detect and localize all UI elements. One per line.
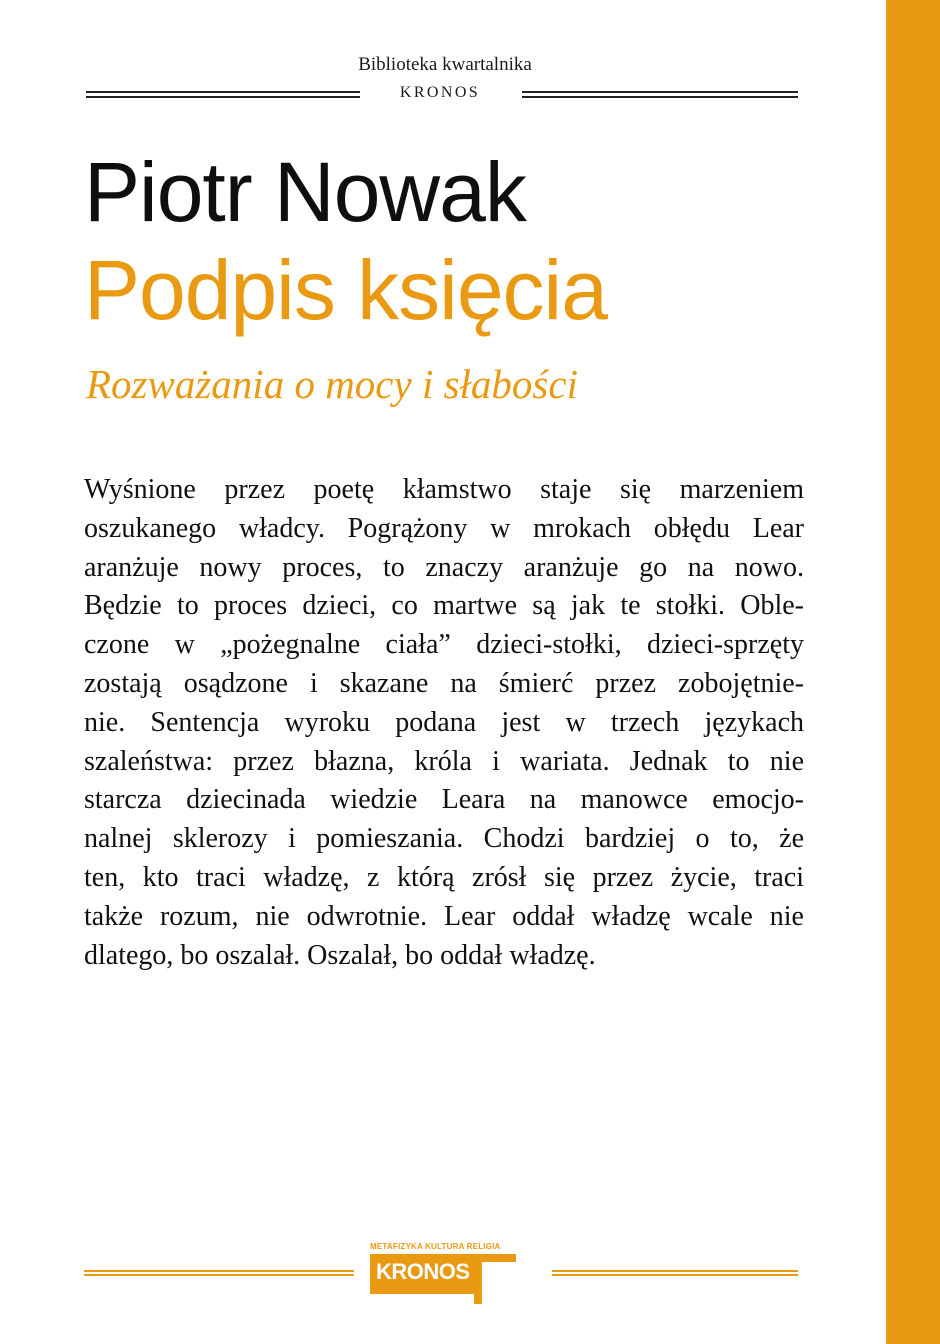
- blurb-line: Wyśnione przez poetę kłamstwo staje się marzeniem: [84, 474, 804, 505]
- header-rule-left: [86, 91, 360, 98]
- book-title: Podpis księcia: [84, 243, 607, 337]
- author-name: Piotr Nowak: [84, 145, 526, 239]
- footer-rule-left: [84, 1270, 354, 1276]
- blurb-line: nalnej sklerozy i pomieszania. Chodzi bardziej o to, że: [84, 823, 804, 855]
- blurb-line: zostają osądzone i skazane na śmierć przez zobojętnie-: [84, 667, 804, 699]
- blurb-line: nie. Sentencja wyroku podana jest w trzech językach: [84, 706, 804, 738]
- footer-rule-right: [552, 1270, 798, 1276]
- book-subtitle: Rozważania o mocy i słabości: [86, 361, 578, 407]
- logo-tagline: METAFIZYKA KULTURA RELIGIA: [370, 1242, 501, 1251]
- blurb-line: aranżuje nowy proces, to znaczy aranżuje go na nowo.: [84, 551, 804, 583]
- blurb-line: szaleństwa: przez błazna, króla i wariata. Jednak to nie: [84, 745, 804, 777]
- blurb-line: ten, kto traci władzę, z którą zrósł się przez życie, traci: [84, 861, 804, 893]
- blurb-line: także rozum, nie odwrotnie. Lear oddał władzę wcale nie: [84, 900, 804, 932]
- blurb-line: czone w „pożegnalne ciała” dzieci-stołki, dzieci-sprzęty: [84, 629, 804, 661]
- blurb-line: Będzie to proces dzieci, co martwe są jak te stołki. Oble-: [84, 590, 804, 622]
- series-name: KRONOS: [399, 84, 481, 101]
- logo-wordmark: KRONOS: [376, 1259, 470, 1284]
- blurb-text: [84, 471, 804, 975]
- blurb-line: starcza dziecinada wiedzie Leara na manowce emocjo-: [84, 784, 804, 816]
- blurb-line: dlatego, bo oszalał. Oszalał, bo oddał władzę.: [84, 939, 596, 971]
- header-rule-right: [522, 91, 798, 98]
- kronos-logo: [370, 1242, 520, 1308]
- orange-spine-band: [886, 0, 940, 1344]
- blurb-line: oszukanego władcy. Pogrążony w mrokach obłędu Lear: [84, 512, 804, 544]
- series-title: Biblioteka kwartalnika: [358, 54, 532, 75]
